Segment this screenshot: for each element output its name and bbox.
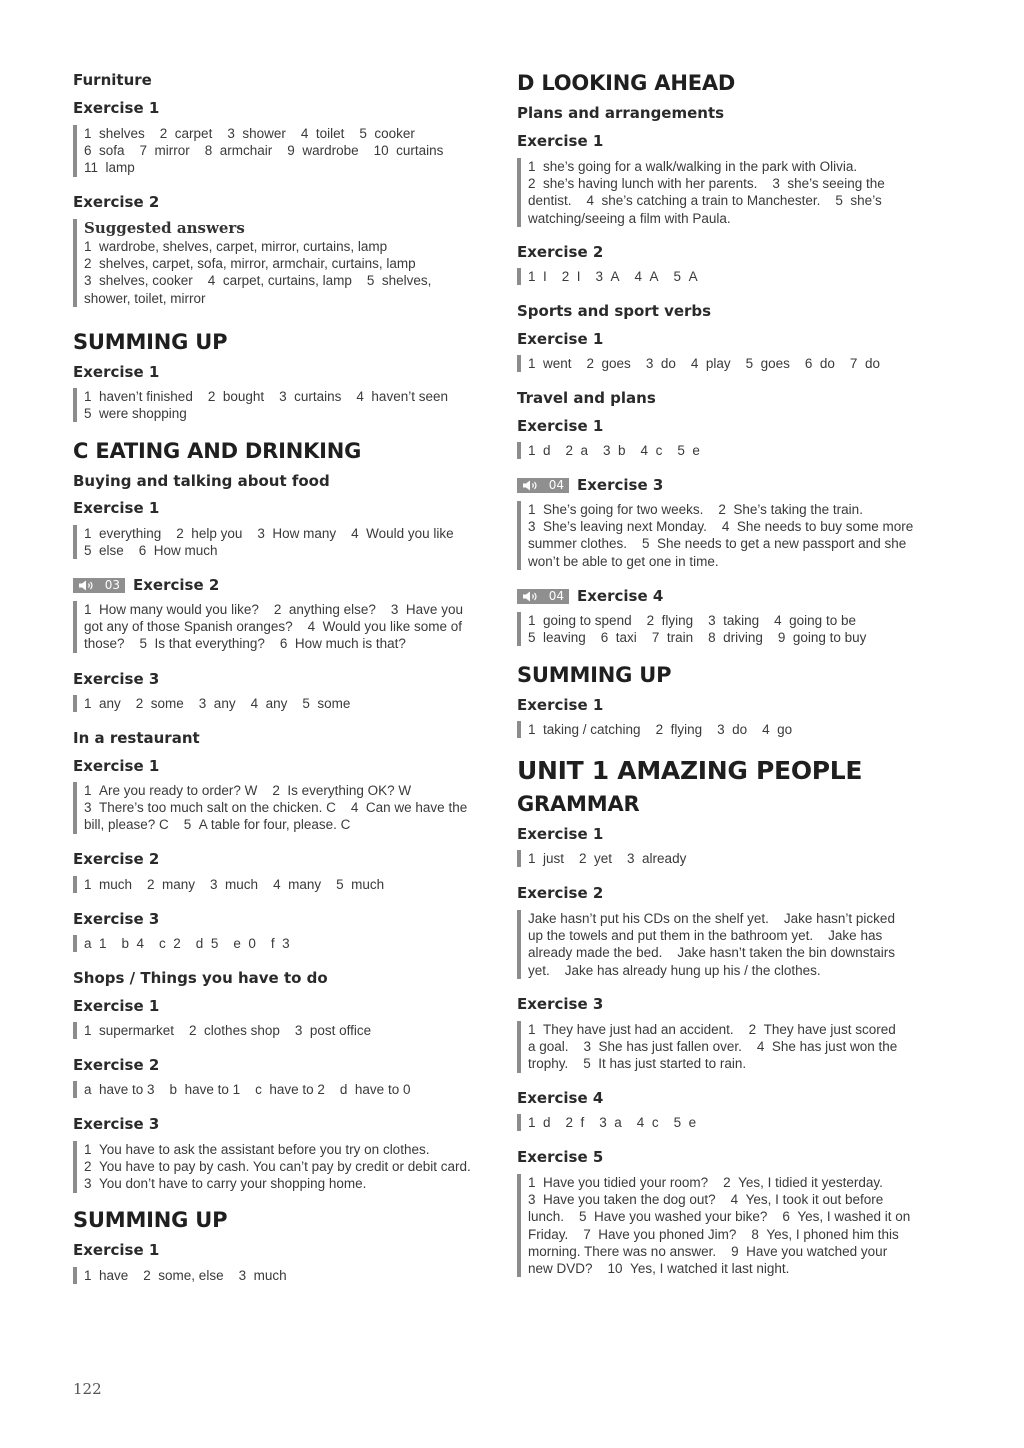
- answer-line: 1 going to spend 2 flying 3 taking 4 going to be: [528, 613, 856, 628]
- subheading: Travel and plans: [517, 389, 656, 407]
- answer-block: [73, 219, 431, 307]
- answer-line: Friday. 7 Have you phoned Jim? 8 Yes, I phoned him this: [528, 1226, 899, 1242]
- exercise-heading: Exercise 2: [73, 1056, 160, 1074]
- exercise-heading: Exercise 1: [517, 330, 604, 348]
- answer-line: Jake hasn’t put his CDs on the shelf yet. Jake hasn’t picked: [528, 911, 895, 926]
- answer-line: trophy. 5 It has just started to rain.: [528, 1056, 747, 1072]
- answer-block: [73, 1267, 287, 1284]
- exercise-heading: Exercise 3: [73, 910, 160, 928]
- answer-line: 1 everything 2 help you 3 How many 4 Would you like: [84, 526, 454, 541]
- exercise-heading: Exercise 4: [517, 1089, 604, 1107]
- exercise-heading: Exercise 1: [73, 499, 160, 517]
- speaker-icon: [523, 480, 539, 491]
- answer-line: shower, toilet, mirror: [84, 290, 206, 306]
- answer-block: [73, 935, 290, 952]
- suggested-answers-label: Suggested answers: [84, 219, 245, 237]
- answer-line: 3 Have you taken the dog out? 4 Yes, I took it out before: [528, 1192, 884, 1208]
- answer-block: [517, 1021, 897, 1073]
- answer-block: [73, 1081, 410, 1098]
- exercise-heading: [73, 576, 219, 594]
- answer-line: watching/seeing a film with Paula.: [528, 210, 731, 226]
- section-heading: D LOOKING AHEAD: [517, 71, 736, 95]
- answer-line: 3 shelves, cooker 4 carpet, curtains, lamp 5 shelves,: [84, 273, 432, 289]
- answer-line: 1 I 2 I 3 A 4 A 5 A: [528, 269, 698, 284]
- answer-block: [73, 601, 463, 653]
- answer-line: 1 How many would you like? 2 anything else? 3 Have you: [84, 602, 463, 617]
- answer-line: morning. There was no answer. 9 Have you watched your: [528, 1243, 888, 1259]
- section-heading: SUMMING UP: [73, 330, 228, 354]
- answer-line: 1 much 2 many 3 much 4 many 5 much: [84, 877, 385, 892]
- exercise-heading: Exercise 1: [517, 825, 604, 843]
- answer-block: [517, 850, 686, 867]
- exercise-heading: Exercise 3: [517, 995, 604, 1013]
- exercise-heading: Exercise 3: [73, 670, 160, 688]
- audio-track-badge[interactable]: [517, 478, 569, 493]
- answer-line: 5 were shopping: [84, 406, 187, 422]
- answer-line: those? 5 Is that everything? 6 How much is that?: [84, 636, 406, 652]
- exercise-heading: [517, 587, 663, 605]
- exercise-heading: Exercise 3: [73, 1115, 160, 1133]
- exercise-heading: Exercise 2: [517, 884, 604, 902]
- answer-block: [517, 1174, 910, 1277]
- answer-line: won’t be able to get one in time.: [528, 553, 719, 569]
- answer-line: 1 have 2 some, else 3 much: [84, 1268, 287, 1283]
- answer-line: 1 supermarket 2 clothes shop 3 post office: [84, 1023, 372, 1038]
- answer-line: 1 d 2 f 3 a 4 c 5 e: [528, 1115, 697, 1130]
- answer-line: summer clothes. 5 She needs to get a new passport and she: [528, 536, 907, 552]
- answer-line: new DVD? 10 Yes, I watched it last night.: [528, 1261, 790, 1277]
- answer-block: [73, 125, 443, 177]
- audio-track-number: 03: [104, 578, 120, 592]
- exercise-title: Exercise 3: [577, 476, 664, 494]
- audio-track-number: 04: [548, 589, 564, 603]
- unit-heading: UNIT 1 AMAZING PEOPLE: [517, 756, 863, 785]
- answer-block: [73, 1022, 371, 1039]
- answer-line: a 1 b 4 c 2 d 5 e 0 f 3: [84, 936, 290, 951]
- exercise-title: Exercise 2: [133, 576, 220, 594]
- answer-line: 1 shelves 2 carpet 3 shower 4 toilet 5 cooker: [84, 126, 415, 141]
- answer-line: 3 She’s leaving next Monday. 4 She needs to buy some more: [528, 519, 914, 535]
- speaker-icon: [523, 591, 539, 602]
- exercise-heading: Exercise 1: [517, 417, 604, 435]
- exercise-heading: [517, 476, 663, 494]
- answer-block: [73, 525, 454, 559]
- answer-line: 1 she’s going for a walk/walking in the park with Olivia.: [528, 159, 858, 174]
- answer-block: [73, 388, 448, 422]
- answer-line: already made the bed. Jake hasn’t taken the bin downstairs: [528, 945, 895, 961]
- answer-line: 1 You have to ask the assistant before you try on clothes.: [84, 1142, 430, 1157]
- section-heading: GRAMMAR: [517, 792, 640, 816]
- answer-line: 1 any 2 some 3 any 4 any 5 some: [84, 696, 351, 711]
- answer-block: [73, 695, 350, 712]
- answer-line: 3 There’s too much salt on the chicken. C 4 Can we have the: [84, 800, 468, 816]
- section-heading: SUMMING UP: [517, 663, 672, 687]
- answer-block: [517, 501, 913, 570]
- answer-line: a goal. 3 She has just fallen over. 4 She has just won the: [528, 1039, 898, 1055]
- answer-line: 2 she’s having lunch with her parents. 3 she’s seeing the: [528, 176, 885, 192]
- answer-line: 3 You don’t have to carry your shopping home.: [84, 1176, 367, 1192]
- answer-block: [517, 1114, 696, 1131]
- subheading: Shops / Things you have to do: [73, 969, 328, 987]
- answer-line: 1 wardrobe, shelves, carpet, mirror, curtains, lamp: [84, 239, 388, 254]
- answer-line: lunch. 5 Have you washed your bike? 6 Yes, I washed it on: [528, 1209, 911, 1225]
- exercise-title: Exercise 4: [577, 587, 664, 605]
- answer-line: 1 She’s going for two weeks. 2 She’s taking the train.: [528, 502, 863, 517]
- audio-track-badge[interactable]: [73, 578, 125, 593]
- answer-line: 5 else 6 How much: [84, 543, 218, 559]
- section-heading: SUMMING UP: [73, 1208, 228, 1232]
- subheading: In a restaurant: [73, 729, 200, 747]
- exercise-heading: Exercise 5: [517, 1148, 604, 1166]
- answer-block: [73, 876, 384, 893]
- answer-line: bill, please? C 5 A table for four, please. C: [84, 817, 351, 833]
- subheading: Buying and talking about food: [73, 472, 330, 490]
- exercise-heading: Exercise 1: [73, 363, 160, 381]
- page-number: 122: [73, 1380, 102, 1398]
- answer-line: 5 leaving 6 taxi 7 train 8 driving 9 going to buy: [528, 630, 867, 646]
- answer-block: [73, 782, 467, 834]
- answer-block: [517, 355, 880, 372]
- audio-track-badge[interactable]: [517, 589, 569, 604]
- heading-furniture: Furniture: [73, 71, 152, 89]
- section-heading: C EATING AND DRINKING: [73, 439, 362, 463]
- exercise-heading: Exercise 1: [73, 997, 160, 1015]
- answer-line: got any of those Spanish oranges? 4 Would you like some of: [84, 619, 462, 635]
- answer-line: 11 lamp: [84, 160, 135, 176]
- exercise-heading: Exercise 2: [73, 850, 160, 868]
- answer-line: 1 taking / catching 2 flying 3 do 4 go: [528, 722, 793, 737]
- answer-block: [517, 721, 792, 738]
- answer-line: 1 Are you ready to order? W 2 Is everything OK? W: [84, 783, 412, 798]
- answer-block: [517, 158, 885, 227]
- answer-line: 1 Have you tidied your room? 2 Yes, I tidied it yesterday.: [528, 1175, 883, 1190]
- exercise-heading: Exercise 1: [73, 99, 160, 117]
- answer-line: dentist. 4 she’s catching a train to Manchester. 5 she’s: [528, 193, 882, 209]
- subheading: Plans and arrangements: [517, 104, 725, 122]
- exercise-heading: Exercise 1: [73, 1241, 160, 1259]
- answer-line: yet. Jake has already hung up his / the clothes.: [528, 962, 821, 978]
- answer-line: 2 shelves, carpet, sofa, mirror, armchair, curtains, lamp: [84, 256, 416, 272]
- audio-track-number: 04: [548, 478, 564, 492]
- answer-line: 6 sofa 7 mirror 8 armchair 9 wardrobe 10 curtains: [84, 143, 444, 159]
- answer-block: [517, 268, 698, 285]
- speaker-icon: [79, 580, 95, 591]
- answer-line: 1 d 2 a 3 b 4 c 5 e: [528, 443, 700, 458]
- answer-line: 1 went 2 goes 3 do 4 play 5 goes 6 do 7 do: [528, 356, 880, 371]
- answer-block: [517, 442, 700, 459]
- answer-line: up the towels and put them in the bathroom yet. Jake has: [528, 928, 883, 944]
- answer-line: a have to 3 b have to 1 c have to 2 d have to 0: [84, 1082, 411, 1097]
- exercise-heading: Exercise 1: [73, 757, 160, 775]
- answer-line: 1 They have just had an accident. 2 They have just scored: [528, 1022, 896, 1037]
- answer-block: [517, 612, 866, 646]
- answer-line: 1 just 2 yet 3 already: [528, 851, 687, 866]
- exercise-heading: Exercise 1: [517, 132, 604, 150]
- exercise-heading: Exercise 2: [517, 243, 604, 261]
- answer-lines: [84, 238, 431, 307]
- subheading: Sports and sport verbs: [517, 302, 712, 320]
- exercise-heading: Exercise 2: [73, 193, 160, 211]
- answer-line: 2 You have to pay by cash. You can’t pay by credit or debit card.: [84, 1159, 471, 1175]
- answer-line: 1 haven’t finished 2 bought 3 curtains 4 haven’t seen: [84, 389, 448, 404]
- answer-block: [517, 910, 895, 979]
- answer-block: [73, 1141, 471, 1193]
- exercise-heading: Exercise 1: [517, 696, 604, 714]
